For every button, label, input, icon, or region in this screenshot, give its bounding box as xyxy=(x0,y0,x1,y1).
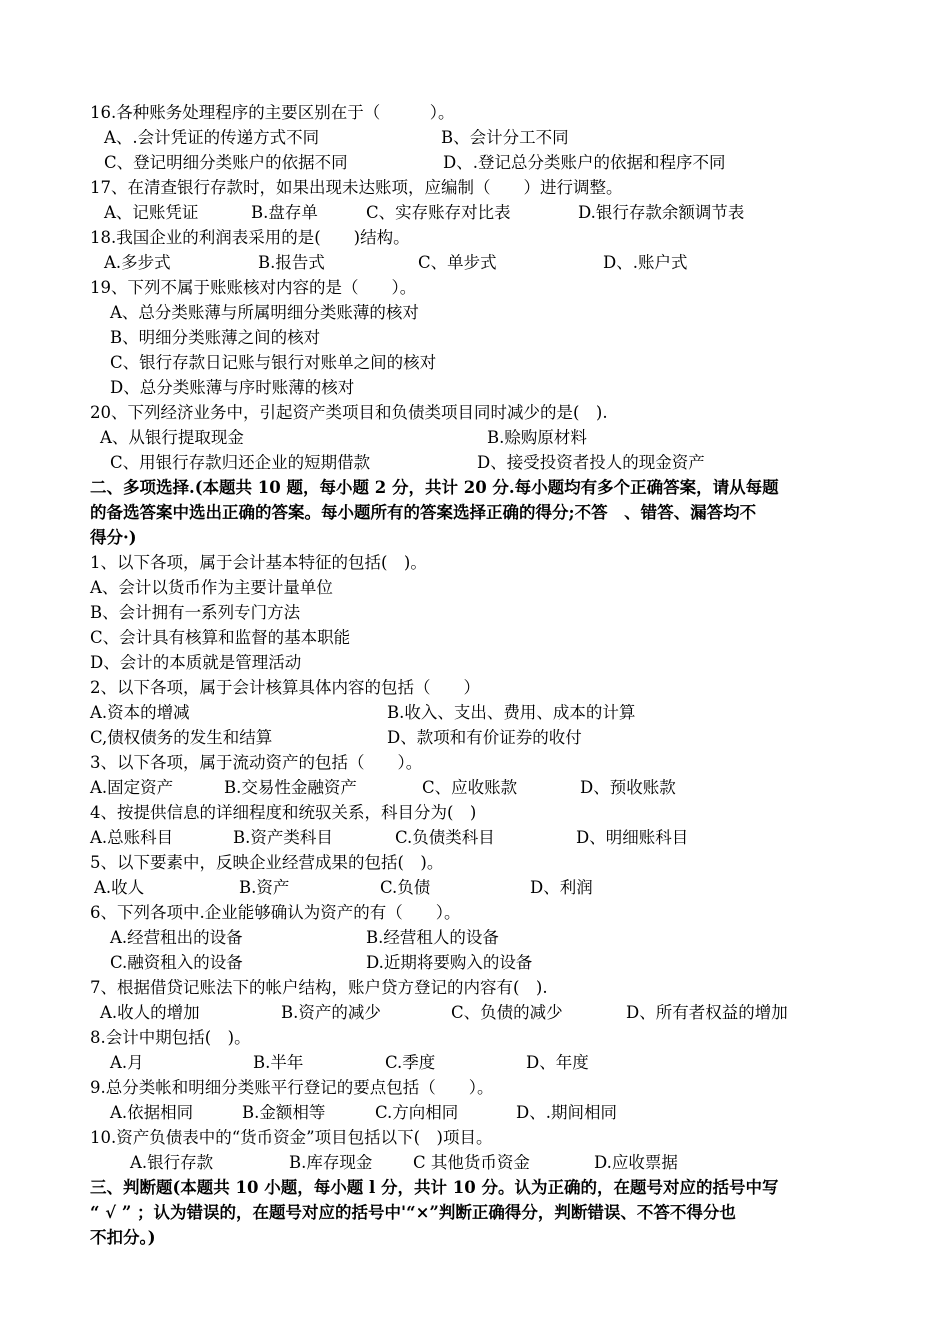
multi-question-2-option-a: A.资本的增减 xyxy=(90,703,190,722)
multi-question-4-option-c: C.负债类科目 xyxy=(395,828,495,847)
question-17-option-d: D.银行存款余额调节表 xyxy=(578,203,745,222)
multi-question-7-option-a: A.收人的增加 xyxy=(100,1003,200,1022)
question-18-option-b: B.报告式 xyxy=(258,253,325,272)
multi-question-10-option-a: A.银行存款 xyxy=(130,1153,214,1172)
multi-question-5-option-a: A.收人 xyxy=(94,878,145,897)
question-17-stem: 17、在清查银行存款时，如果出现未达账项，应编制（ ）进行调整。 xyxy=(90,178,623,197)
multi-question-5-option-d: D、利润 xyxy=(530,878,593,897)
multi-question-4-option-a: A.总账科目 xyxy=(90,828,174,847)
multi-question-3-stem: 3、以下各项，属于流动资产的包括（ ）。 xyxy=(90,753,423,772)
multi-question-3-option-d: D、预收账款 xyxy=(580,778,676,797)
multi-question-2-option-c: C,债权债务的发生和结算 xyxy=(90,728,273,747)
question-19-option-c: C、银行存款日记账与银行对账单之间的核对 xyxy=(110,353,437,372)
multi-question-4-stem: 4、按提供信息的详细程度和统驭关系，科目分为( ) xyxy=(90,803,477,822)
section-3-heading-line-1: 三、判断题(本题共 10 小题，每小题 l 分，共计 10 分。认为正确的，在题号对应的括号中写 xyxy=(90,1178,779,1197)
multi-question-9-stem: 9.总分类帐和明细分类账平行登记的要点包括（ ）。 xyxy=(90,1078,494,1097)
multi-question-9-option-a: A.依据相同 xyxy=(110,1103,194,1122)
multi-question-2-option-d: D、款项和有价证券的收付 xyxy=(387,728,582,747)
question-18-option-c: C、单步式 xyxy=(418,253,497,272)
multi-question-8-option-b: B.半年 xyxy=(253,1053,304,1072)
multi-question-6-option-a: A.经营租出的设备 xyxy=(110,928,243,947)
multi-question-6-option-d: D.近期将要购入的设备 xyxy=(366,953,533,972)
question-19-option-b: B、明细分类账薄之间的核对 xyxy=(110,328,321,347)
section-3-heading-line-2: “ √ ” ；认为错误的，在题号对应的括号中'“×”判断正确得分，判断错误、不答不得分也 xyxy=(90,1203,736,1222)
question-16-option-d: D、.登记总分类账户的依据和程序不同 xyxy=(443,153,726,172)
multi-question-8-stem: 8.会计中期包括( )。 xyxy=(90,1028,251,1047)
question-18-option-a: A.多步式 xyxy=(104,253,171,272)
multi-question-2-stem: 2、以下各项，属于会计核算具体内容的包括（ ） xyxy=(90,678,480,697)
question-20-option-c: C、用银行存款归还企业的短期借款 xyxy=(110,453,371,472)
multi-question-5-stem: 5、以下要素中，反映企业经营成果的包括( )。 xyxy=(90,853,444,872)
multi-question-10-option-c: C 其他货币资金 xyxy=(413,1153,530,1172)
multi-question-3-option-c: C、应收账款 xyxy=(422,778,518,797)
question-20-option-d: D、接受投资者投人的现金资产 xyxy=(477,453,705,472)
multi-question-8-option-d: D、年度 xyxy=(526,1053,589,1072)
multi-question-9-option-d: D、.期间相同 xyxy=(516,1103,617,1122)
multi-question-5-option-c: C.负债 xyxy=(380,878,431,897)
multi-question-6-option-c: C.融资租入的设备 xyxy=(110,953,243,972)
multi-question-1-option-a: A、会计以货币作为主要计量单位 xyxy=(90,578,333,597)
question-17-option-c: C、实存账存对比表 xyxy=(366,203,511,222)
multi-question-1-option-d: D、会计的本质就是管理活动 xyxy=(90,653,302,672)
multi-question-10-option-b: B.库存现金 xyxy=(289,1153,373,1172)
multi-question-2-option-b: B.收入、支出、费用、成本的计算 xyxy=(387,703,636,722)
question-20-option-b: B.赊购原材料 xyxy=(487,428,587,447)
multi-question-7-stem: 7、根据借贷记账法下的帐户结构，账户贷方登记的内容有( ). xyxy=(90,978,548,997)
multi-question-1-option-b: B、会计拥有一系列专门方法 xyxy=(90,603,301,622)
multi-question-9-option-b: B.金额相等 xyxy=(242,1103,326,1122)
question-16-stem: 16.各种账务处理程序的主要区别在于（ ）。 xyxy=(90,103,455,122)
multi-question-8-option-a: A.月 xyxy=(110,1053,144,1072)
multi-question-8-option-c: C.季度 xyxy=(385,1053,436,1072)
multi-question-3-option-b: B.交易性金融资产 xyxy=(224,778,357,797)
question-20-option-a: A、从银行提取现金 xyxy=(100,428,244,447)
section-3-heading-line-3: 不扣分。) xyxy=(90,1228,156,1247)
multi-question-7-option-c: C、负债的减少 xyxy=(451,1003,563,1022)
question-18-option-d: D、.账户式 xyxy=(603,253,688,272)
section-2-heading-line-3: 得分·) xyxy=(90,528,137,547)
multi-question-7-option-b: B.资产的减少 xyxy=(281,1003,381,1022)
question-16-option-c: C、登记明细分类账户的依据不同 xyxy=(104,153,348,172)
question-19-option-a: A、总分类账薄与所属明细分类账薄的核对 xyxy=(110,303,419,322)
multi-question-3-option-a: A.固定资产 xyxy=(90,778,174,797)
section-2-heading-line-2: 的备选答案中选出正确的答案。每小题所有的答案选择正确的得分;不答 、错答、漏答均不 xyxy=(90,503,757,522)
multi-question-4-option-b: B.资产类科目 xyxy=(233,828,333,847)
multi-question-1-option-c: C、会计具有核算和监督的基本职能 xyxy=(90,628,351,647)
multi-question-10-option-d: D.应收票据 xyxy=(594,1153,678,1172)
multi-question-4-option-d: D、明细账科目 xyxy=(576,828,689,847)
multi-question-10-stem: 10.资产负债表中的“货币资金”项目包括以下( )项目。 xyxy=(90,1128,493,1147)
multi-question-1-stem: 1、以下各项，属于会计基本特征的包括( )。 xyxy=(90,553,427,572)
multi-question-6-option-b: B.经营租人的设备 xyxy=(366,928,499,947)
question-17-option-a: A、记账凭证 xyxy=(104,203,199,222)
multi-question-5-option-b: B.资产 xyxy=(239,878,290,897)
question-20-stem: 20、下列经济业务中，引起资产类项目和负债类项目同时减少的是( ). xyxy=(90,403,608,422)
question-16-option-a: A、.会计凭证的传递方式不同 xyxy=(104,128,320,147)
multi-question-7-option-d: D、所有者权益的增加 xyxy=(626,1003,788,1022)
section-2-heading-line-1: 二、多项选择.(本题共 10 题，每小题 2 分，共计 20 分.每小题均有多个正确答案，请从每题 xyxy=(90,478,779,497)
question-17-option-b: B.盘存单 xyxy=(251,203,318,222)
multi-question-9-option-c: C.方向相同 xyxy=(375,1103,459,1122)
question-16-option-b: B、会计分工不同 xyxy=(441,128,569,147)
multi-question-6-stem: 6、下列各项中.企业能够确认为资产的有（ ）。 xyxy=(90,903,461,922)
question-19-option-d: D、总分类账薄与序时账薄的核对 xyxy=(110,378,355,397)
question-19-stem: 19、下列不属于账账核对内容的是（ ）。 xyxy=(90,278,417,297)
question-18-stem: 18.我国企业的利润表采用的是( )结构。 xyxy=(90,228,410,247)
